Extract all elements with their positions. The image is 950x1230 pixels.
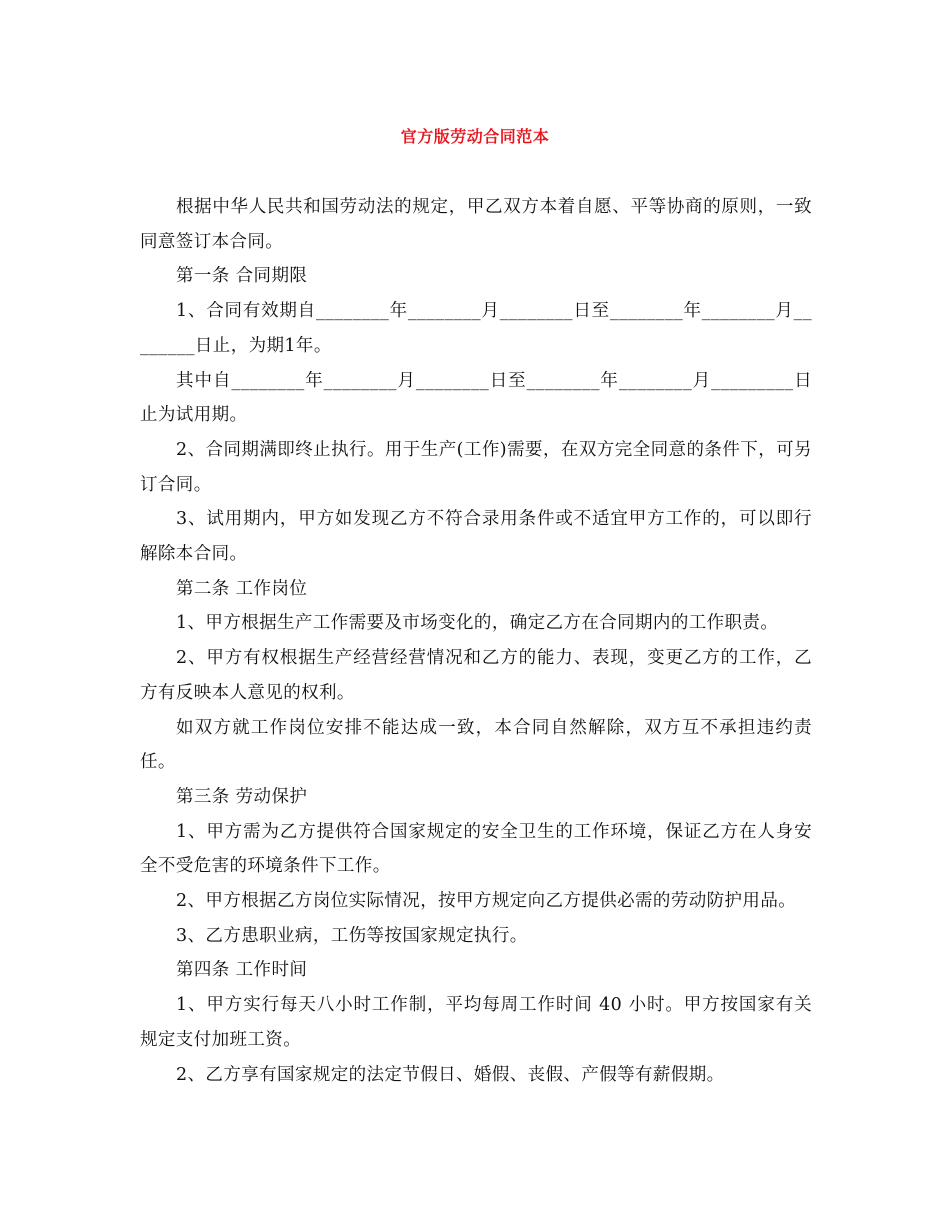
paragraph-job-disagreement: 如双方就工作岗位安排不能达成一致，本合同自然解除，双方互不承担违约责任。 bbox=[140, 717, 812, 773]
paragraph-working-hours: 1、甲方实行每天八小时工作制，平均每周工作时间 40 小时。甲方按国家有关规定支付加班工资。 bbox=[140, 995, 812, 1050]
paragraph-paid-leave: 2、乙方享有国家规定的法定节假日、婚假、丧假、产假等有薪假期。 bbox=[176, 1064, 725, 1085]
paragraph-probation-termination: 3、试用期内，甲方如发现乙方不符合录用条件或不适宜甲方工作的，可以即行解除本合同。 bbox=[140, 509, 812, 565]
paragraph-safe-environment: 1、甲方需为乙方提供符合国家规定的安全卫生的工作环境，保证乙方在人身安全不受危害的环境条件下工作。 bbox=[140, 821, 812, 877]
paragraph-protective-equipment: 2、甲方根据乙方岗位实际情况，按甲方规定向乙方提供必需的劳动防护用品。 bbox=[176, 891, 797, 912]
paragraph-probation: 其中自________年________月________日至________年________月_________日止为试用期。 bbox=[140, 370, 812, 426]
heading-article-4: 第四条 工作时间 bbox=[176, 960, 308, 981]
heading-article-3: 第三条 劳动保护 bbox=[176, 786, 308, 807]
heading-article-2: 第二条 工作岗位 bbox=[176, 578, 308, 599]
heading-article-1: 第一条 合同期限 bbox=[176, 266, 308, 287]
paragraph-contract-expiry: 2、合同期满即终止执行。用于生产(工作)需要，在双方完全同意的条件下，可另订合同。 bbox=[140, 439, 812, 495]
document-title: 官方版劳动合同范本 bbox=[400, 127, 550, 146]
paragraph-occupational-disease: 3、乙方患职业病，工伤等按国家规定执行。 bbox=[176, 925, 528, 946]
paragraph-preamble: 根据中华人民共和国劳动法的规定，甲乙双方本着自愿、平等协商的原则，一致同意签订本合同。 bbox=[140, 197, 812, 252]
document-body bbox=[140, 190, 812, 1092]
paragraph-job-change: 2、甲方有权根据生产经营经营情况和乙方的能力、表现，变更乙方的工作，乙方有反映本人意见的权利。 bbox=[140, 648, 812, 703]
paragraph-job-duties: 1、甲方根据生产工作需要及市场变化的，确定乙方在合同期内的工作职责。 bbox=[176, 613, 779, 634]
paragraph-contract-term: 1、合同有效期自________年________月________日至________年________月________日止，为期1年。 bbox=[140, 301, 812, 356]
